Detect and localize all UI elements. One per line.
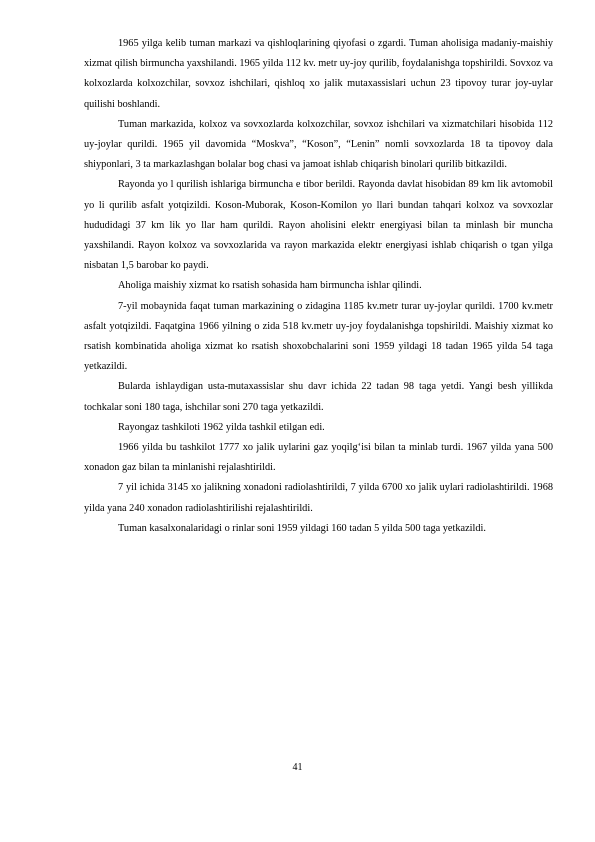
- paragraph-10: Tuman kasalxonalaridagi o rinlar soni 1959 yildagi 160 tadan 5 yilda 500 taga yetkazildi.: [118, 522, 486, 534]
- paragraph-5: 7-yil mobaynida faqat tuman markazining o zidagina 1185 kv.metr turar uy-joylar qurildi. 1700 kv.metr asfalt yotqizildi. Faqatgina 1966 yilning o zida 518 kv.metr uy-joy foydalanishga topshirildi. Maishiy xizmat ko rsatish kombinatida aholiga xizmat ko rsatish shoxobchalarini soni 1959 yildagi 18 tadan 1965 yilda 54 taga yetkazildi.: [84, 300, 553, 373]
- paragraph-9: 7 yil ichida 3145 xo jalikning xonadoni radiolashtirildi, 7 yilda 6700 xo jalik uylari radiolashtirildi. 1968 yilda yana 240 xonadon radiolashtirilishi rejalashtirildi.: [84, 482, 553, 514]
- paragraph-7: Rayongaz tashkiloti 1962 yilda tashkil etilgan edi.: [118, 421, 325, 433]
- paragraph-3: Rayonda yo l qurilish ishlariga birmuncha e tibor berildi. Rayonda davlat hisobidan 89 km lik avtomobil yo li qurilib asfalt yotqizildi. Koson-Muborak, Koson-Komilon yo llari bundan tahqari kolxoz va sovxozlar hududidagi 37 km lik yo llar ham qurildi. Rayon aholisini elektr energiyasi bilan ta minlash bir muncha yaxshilandi. Rayon kolxoz va sovxozlarida va rayon markazida elektr energiyasi ishlab chiqarish o tgan yilga nisbatan 1,5 barobar ko paydi.: [84, 179, 553, 272]
- paragraph-2: Tuman markazida, kolxoz va sovxozlarda kolxozchilar, sovxoz ishchilari va xizmatchilari hisobida 112 uy-joylar qurildi. 1965 yil davomida “Moskva”, “Koson”, “Lenin” nomli sovxozlarda 18 ta tipovoy dala shiyponlari, 3 ta markazlashgan bolalar bog chasi va jamoat ishlab chiqarish binolari qurilib bitkazildi.: [84, 118, 553, 171]
- text-body: [84, 34, 553, 539]
- paragraph-1: 1965 yilga kelib tuman markazi va qishloqlarining qiyofasi o zgardi. Tuman aholisiga madaniy-maishiy xizmat qilish birmuncha yaxshilandi. 1965 yilda 112 kv. metr uy-joy qurilib, foydalanishga topshirildi. Sovxoz va kolxozlarda kolxozchilar, sovxoz ishchilari, qishloq xo jalik mutaxassislari uchun 23 tipovoy turar joy-uylar quilishi boshlandi.: [84, 38, 553, 110]
- paragraph-8: 1966 yilda bu tashkilot 1777 xo jalik uylarini gaz yoqilg‘isi bilan ta minlab turdi. 1967 yilda yana 500 xonadon gaz bilan ta minlanishi rejalashtirildi.: [84, 442, 553, 474]
- paragraph-4: Aholiga maishiy xizmat ko rsatish sohasida ham birmuncha ishlar qilindi.: [118, 280, 422, 292]
- page-number: 41: [292, 762, 303, 773]
- paragraph-6: Bularda ishlaydigan usta-mutaxassislar shu davr ichida 22 tadan 98 taga yetdi. Yangi besh yillikda tochkalar soni 180 taga, ishchilar soni 270 taga yetkazildi.: [84, 381, 553, 413]
